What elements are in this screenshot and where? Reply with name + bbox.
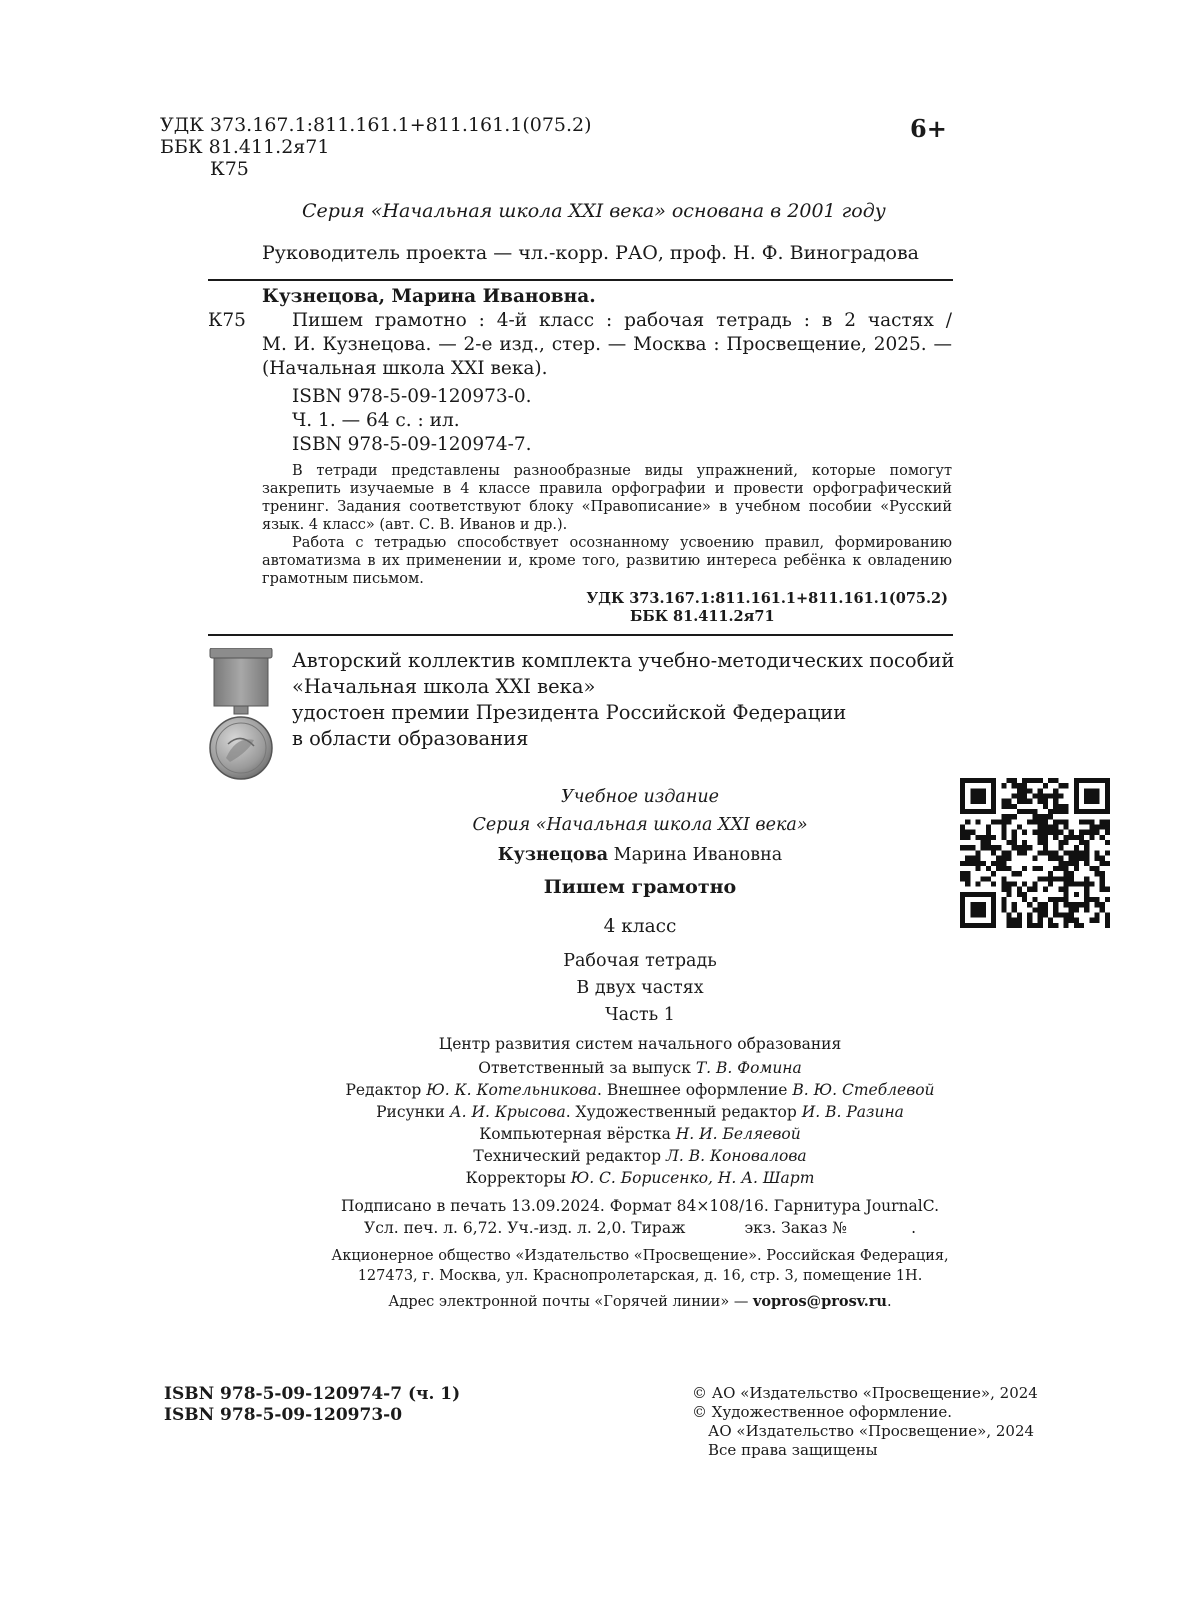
series-founded-line: Серия «Начальная школа XXI века» основана в 2001 году — [302, 200, 886, 222]
hotline-email-link[interactable]: vopros@prosv.ru — [752, 1293, 887, 1310]
imprint-part: Часть 1 — [605, 1005, 675, 1025]
card-abstract-line-6: автоматизма в их применении и, кроме того, развитию интереса ребёнка к овладению — [262, 553, 952, 569]
copyright-line-4: Все права защищены — [708, 1441, 878, 1459]
hotline-email-line: Адрес электронной почты «Горячей линии» — vopros@prosv.ru. — [388, 1293, 892, 1310]
imprint-type: Рабочая тетрадь — [563, 951, 717, 971]
imprint-center: Центр развития систем начального образования — [438, 1035, 842, 1053]
imprint-correctors: Корректоры Ю. С. Борисенко, Н. А. Шарт — [465, 1169, 815, 1187]
imprint-grade: 4 класс — [603, 916, 677, 937]
print-info-line-1: Подписано в печать 13.09.2024. Формат 84×108/16. Гарнитура JournalC. — [341, 1197, 939, 1215]
author-mark: К75 — [210, 158, 249, 180]
top-rule — [208, 279, 953, 281]
imprint-editors: Редактор Ю. К. Котельникова. Внешнее оформление В. Ю. Стеблевой — [345, 1081, 935, 1099]
footer-isbn-2: ISBN 978-5-09-120973-0 — [164, 1405, 403, 1425]
card-code: К75 — [208, 310, 246, 331]
card-abstract-line-3: тренинг. Задания соответствуют блоку «Правописание» в учебном пособии «Русский — [262, 499, 952, 515]
award-line-1: Авторский коллектив комплекта учебно-методических пособий — [292, 649, 955, 672]
bbk-code: ББК 81.411.2я71 — [160, 136, 330, 158]
edition-type: Учебное издание — [560, 787, 720, 807]
imprint-layout: Компьютерная вёрстка Н. И. Беляевой — [479, 1125, 801, 1143]
imprint-series: Серия «Начальная школа XXI века» — [472, 815, 808, 835]
publisher-line-2: 127473, г. Москва, ул. Краснопролетарская, д. 16, стр. 3, помещение 1Н. — [357, 1268, 923, 1284]
card-abstract-line-1: В тетради представлены разнообразные виды упражнений, которые помогут — [292, 463, 952, 479]
medal-icon — [208, 648, 274, 784]
qr-code[interactable] — [960, 778, 1110, 928]
card-isbn-line-2: Ч. 1. — 64 с. : ил. — [292, 410, 460, 431]
card-title-line-2: М. И. Кузнецова. — 2-е изд., стер. — Москва : Просвещение, 2025. — — [262, 334, 952, 355]
card-isbn-line-3: ISBN 978-5-09-120974-7. — [292, 434, 532, 455]
project-lead-line: Руководитель проекта — чл.-корр. РАО, проф. Н. Ф. Виноградова — [262, 242, 919, 264]
card-abstract-line-7: грамотным письмом. — [262, 571, 424, 587]
publisher-line-1: Акционерное общество «Издательство «Просвещение». Российская Федерация, — [331, 1248, 949, 1264]
card-abstract-line-5: Работа с тетрадью способствует осознанному усвоению правил, формированию — [292, 535, 952, 551]
copyright-line-1: © АО «Издательство «Просвещение», 2024 — [692, 1384, 1038, 1402]
imprint-responsible: Ответственный за выпуск Т. В. Фомина — [478, 1059, 802, 1077]
imprint-drawings: Рисунки А. И. Крысова. Художественный редактор И. В. Разина — [376, 1103, 904, 1121]
card-abstract-line-2: закрепить изучаемые в 4 классе правила орфографии и провести орфографический — [262, 481, 952, 497]
card-isbn-line-1: ISBN 978-5-09-120973-0. — [292, 386, 532, 407]
bottom-rule — [208, 634, 953, 636]
imprint-parts: В двух частях — [576, 978, 704, 998]
card-abstract-line-4: язык. 4 класс» (авт. С. В. Иванов и др.). — [262, 517, 568, 533]
age-rating: 6+ — [910, 114, 947, 143]
print-info-line-2: Усл. печ. л. 6,72. Уч.-изд. л. 2,0. Тираж экз. Заказ № . — [364, 1219, 916, 1237]
imprint-tech-editor: Технический редактор Л. В. Коновалова — [473, 1147, 807, 1165]
card-title-line-3: (Начальная школа XXI века). — [262, 358, 548, 379]
award-line-2: «Начальная школа XXI века» — [292, 675, 596, 698]
card-author: Кузнецова, Марина Ивановна. — [262, 286, 596, 307]
udk-code: УДК 373.167.1:811.161.1+811.161.1(075.2) — [160, 114, 592, 136]
card-title-line-1: Пишем грамотно : 4-й класс : рабочая тетрадь : в 2 частях / — [292, 310, 952, 331]
card-udk: УДК 373.167.1:811.161.1+811.161.1(075.2) — [586, 590, 948, 607]
award-line-4: в области образования — [292, 727, 529, 750]
copyright-line-3: АО «Издательство «Просвещение», 2024 — [708, 1422, 1035, 1440]
footer-isbn-1: ISBN 978-5-09-120974-7 (ч. 1) — [164, 1384, 461, 1404]
award-line-3: удостоен премии Президента Российской Федерации — [292, 701, 847, 724]
card-bbk: ББК 81.411.2я71 — [630, 608, 775, 625]
imprint-author: Кузнецова Марина Ивановна — [497, 845, 783, 865]
imprint-title: Пишем грамотно — [543, 876, 737, 898]
copyright-line-2: © Художественное оформление. — [692, 1403, 953, 1421]
